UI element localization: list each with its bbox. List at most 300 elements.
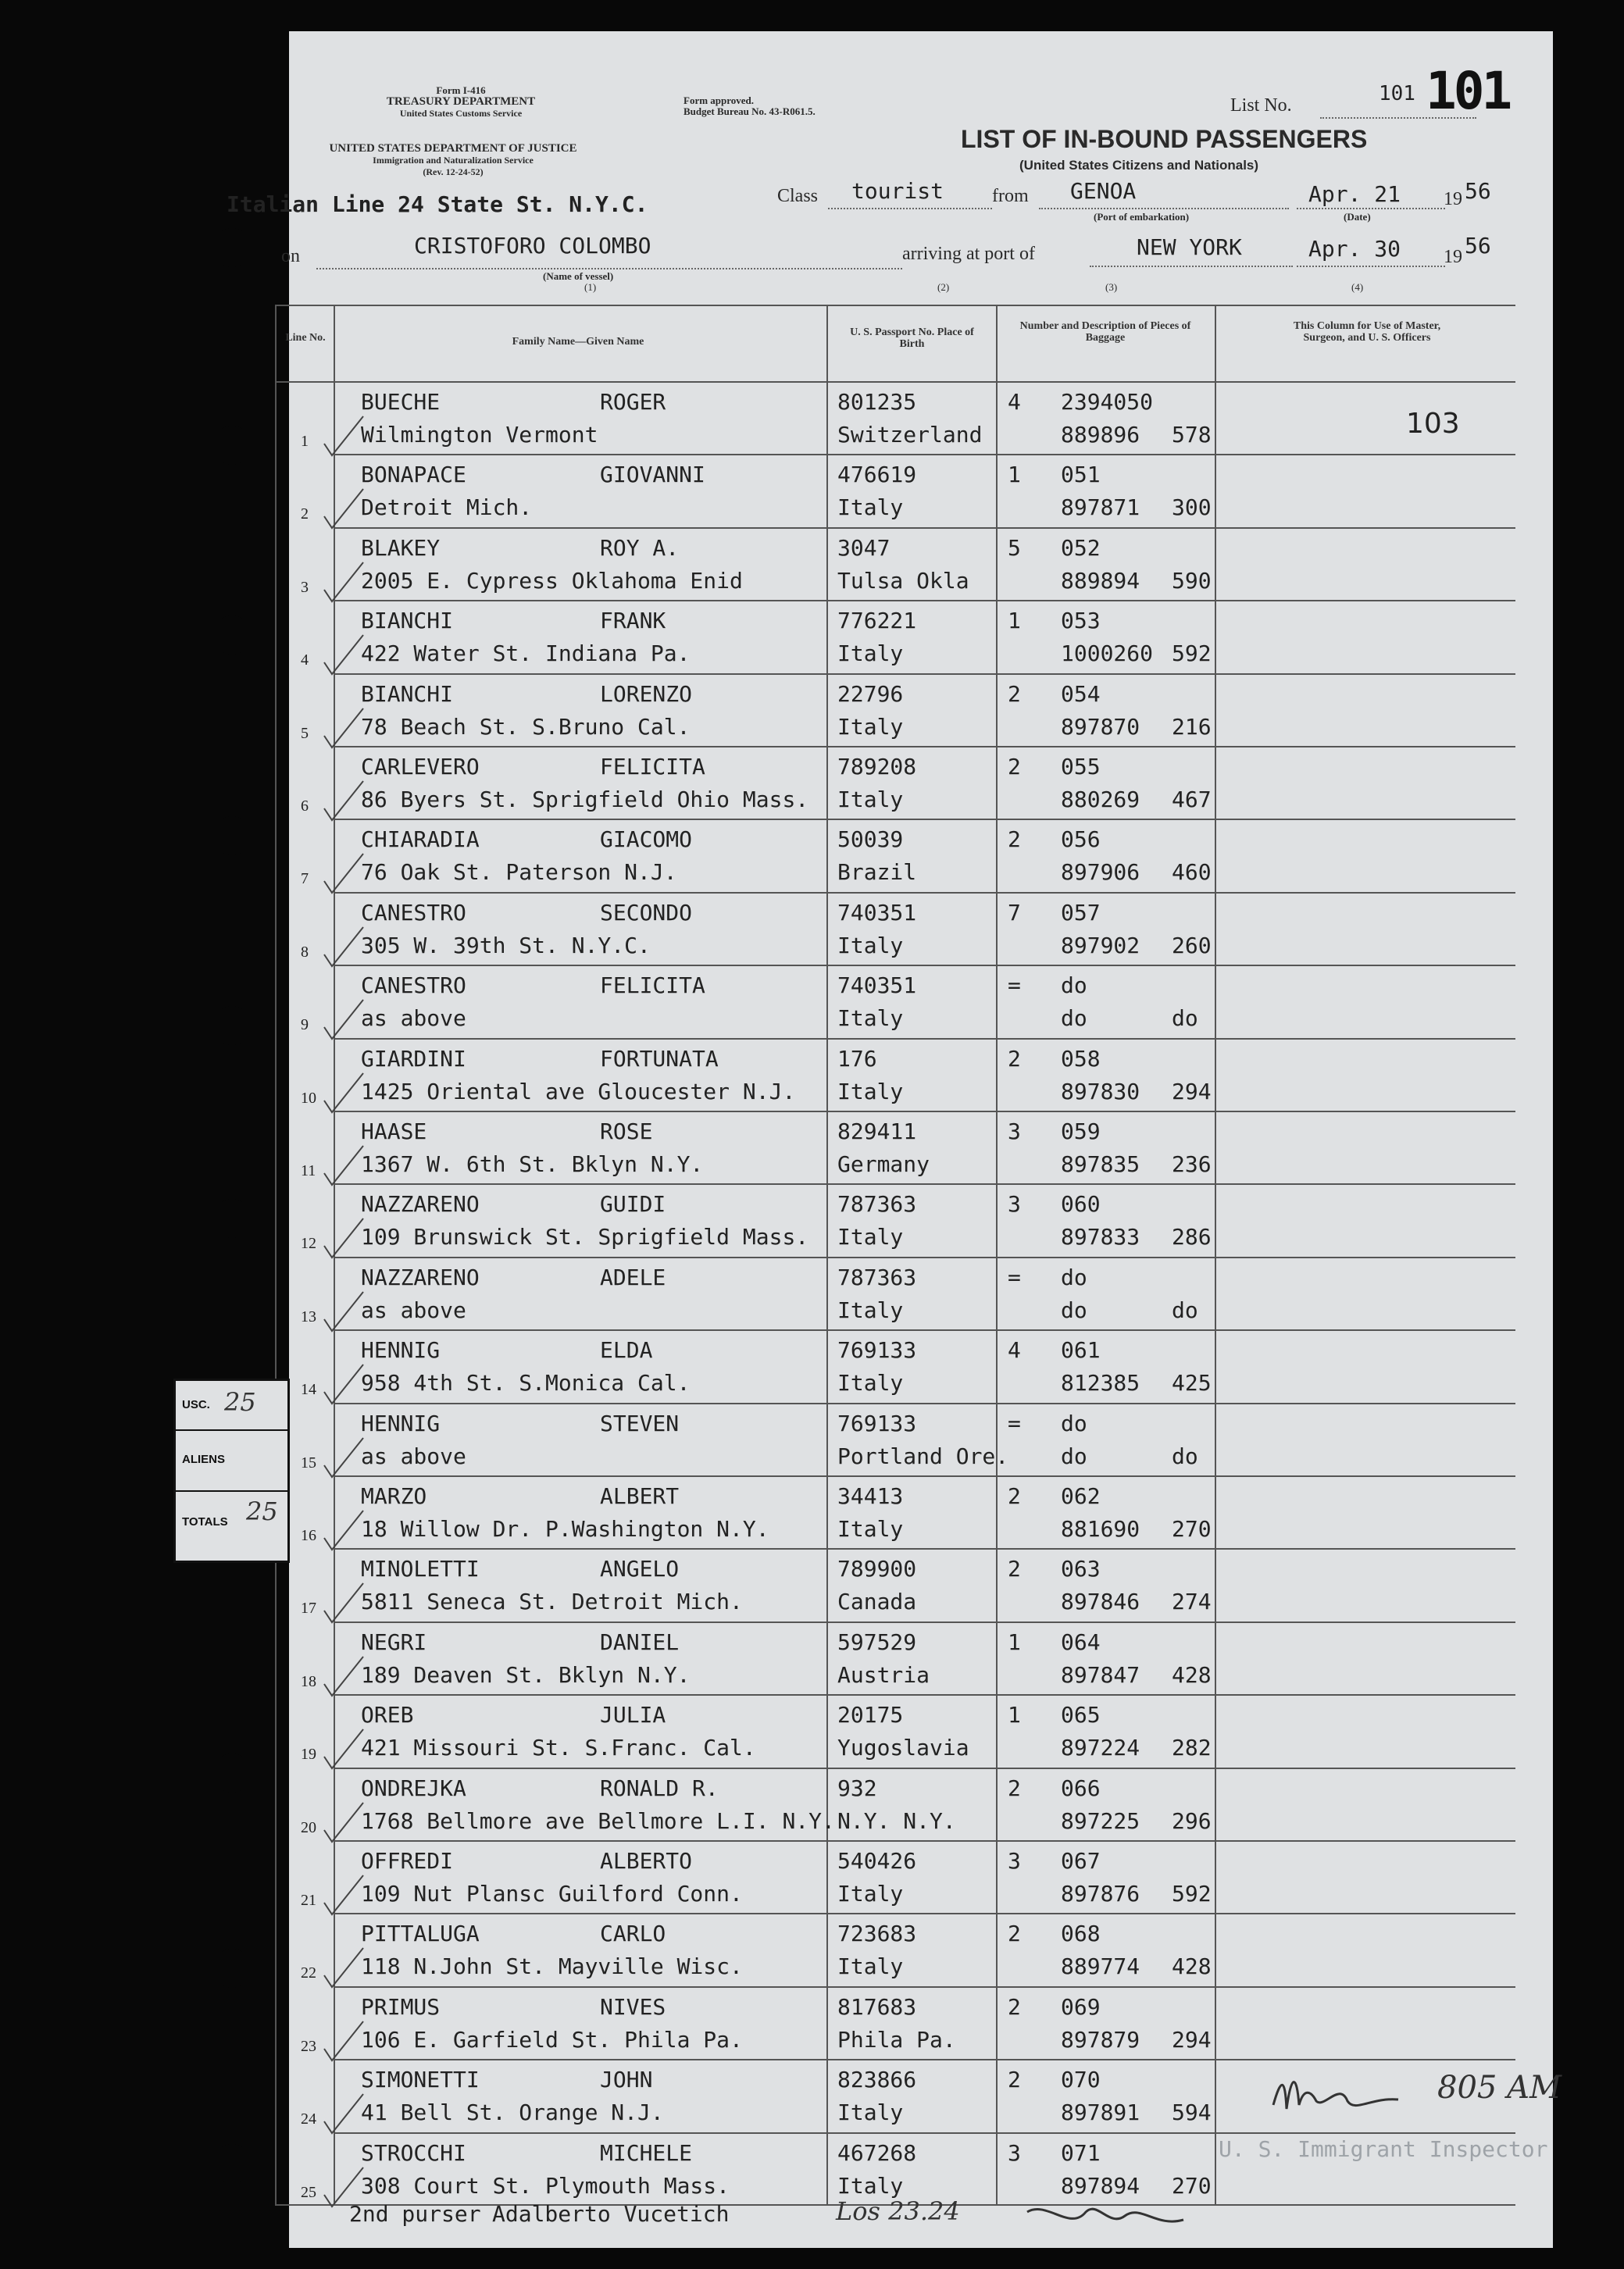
family-name: STROCCHI [361, 2139, 466, 2166]
family-name: HAASE [361, 1118, 427, 1144]
row-divider [334, 1475, 1515, 1477]
passport-number: 932 [837, 1775, 877, 1801]
baggage-tag: 897871 [1061, 494, 1140, 521]
form-header-left [344, 84, 578, 120]
place-of-birth: Brazil [837, 859, 917, 886]
given-name: GIACOMO [600, 826, 693, 853]
place-of-birth: Austria [837, 1661, 930, 1688]
totals-stamp [173, 1379, 290, 1563]
bottom-signature [1023, 2196, 1187, 2239]
place-of-birth: Italy [837, 1224, 904, 1250]
class-label: Class [777, 186, 819, 206]
given-name: MICHELE [600, 2139, 693, 2166]
column-number-3: (3) [1105, 281, 1118, 293]
baggage-tag: do [1061, 1297, 1087, 1323]
line-number: 23 [301, 2037, 316, 2055]
baggage-tag: 897830 [1061, 1078, 1140, 1104]
inspector-stamp: U. S. Immigrant Inspector [1219, 2136, 1548, 2162]
header-officers: This Column for Use of Master, Surgeon, and U. S. Officers [1293, 320, 1441, 344]
totals-value: 25 [246, 1497, 278, 1526]
baggage-tag: do [1061, 1005, 1087, 1032]
arrival-port: NEW YORK [1137, 234, 1242, 260]
justice-department: UNITED STATES DEPARTMENT OF JUSTICE [329, 142, 577, 155]
baggage-tag: 897870 [1061, 713, 1140, 740]
home-address: 1425 Oriental ave Gloucester N.J. [361, 1078, 796, 1104]
baggage-pieces: 2 [1008, 1775, 1021, 1801]
class-value: tourist [851, 178, 944, 204]
punch-hole [212, 615, 252, 655]
baggage-tag: 897846 [1061, 1589, 1140, 1615]
header-name: Family Name—Given Name [512, 336, 644, 348]
line-number: 1 [301, 433, 309, 450]
row-divider [334, 2132, 1515, 2134]
family-name: CARLEVERO [361, 754, 480, 780]
given-name: ALBERT [600, 1483, 680, 1509]
place-of-birth: Phila Pa. [837, 2026, 956, 2053]
family-name: NEGRI [361, 1629, 427, 1655]
passport-number: 50039 [837, 826, 904, 853]
baggage-number: 070 [1061, 2067, 1101, 2093]
family-name: BIANCHI [361, 680, 454, 707]
place-of-birth: Italy [837, 1953, 904, 1980]
row-divider [334, 1840, 1515, 1842]
baggage-tag: 889894 [1061, 567, 1140, 594]
family-name: OFFREDI [361, 1848, 454, 1874]
passport-number: 769133 [837, 1410, 917, 1436]
form-approval [684, 95, 816, 117]
baggage-number: 067 [1061, 1848, 1101, 1874]
punch-hole [212, 816, 252, 855]
row-divider [334, 1621, 1515, 1623]
given-name: JULIA [600, 1702, 666, 1729]
family-name: CANESTRO [361, 899, 466, 926]
baggage-pieces: 7 [1008, 899, 1021, 926]
baggage-weight: 428 [1172, 1661, 1212, 1688]
line-number: 3 [301, 578, 309, 596]
form-header-justice [266, 143, 641, 178]
baggage-number: 063 [1061, 1556, 1101, 1582]
year-prefix: 19 [1444, 189, 1462, 209]
passport-number: 3047 [837, 534, 891, 561]
punch-hole [212, 1949, 252, 1988]
place-of-birth: Germany [837, 1151, 930, 1177]
passport-number: 817683 [837, 1993, 917, 2020]
inspector-signature [1269, 2070, 1402, 2126]
baggage-number: 068 [1061, 1921, 1101, 1947]
baggage-weight: 594 [1172, 2100, 1212, 2126]
column-number-1: (1) [584, 281, 597, 293]
baggage-number: do [1061, 1410, 1087, 1436]
baggage-tag: 897225 [1061, 1807, 1140, 1834]
line-number: 2 [301, 505, 309, 523]
baggage-tag: 889896 [1061, 422, 1140, 448]
given-name: GUIDI [600, 1191, 666, 1218]
given-name: ROSE [600, 1118, 653, 1144]
punch-hole [212, 228, 252, 267]
bottom-scribble: Los 23.24 [836, 2196, 960, 2226]
passport-number: 787363 [837, 1264, 917, 1290]
punch-hole [212, 1199, 252, 1238]
baggage-tag: 897876 [1061, 1881, 1140, 1907]
header-baggage: Number and Description of Pieces of Baggage [1019, 320, 1191, 344]
line-number: 15 [301, 1454, 316, 1472]
baggage-weight: 236 [1172, 1151, 1212, 1177]
passport-number: 597529 [837, 1629, 917, 1655]
purser-title: 2nd purser [349, 2201, 481, 2227]
given-name: FELICITA [600, 754, 705, 780]
baggage-pieces: 2 [1008, 680, 1021, 707]
given-name: NIVES [600, 1993, 666, 2020]
baggage-weight: 286 [1172, 1224, 1212, 1250]
place-of-birth: Italy [837, 1005, 904, 1032]
baggage-weight: 300 [1172, 494, 1212, 521]
passport-number: 740351 [837, 899, 917, 926]
embarkation-port: GENOA [1070, 178, 1137, 204]
line-number: 5 [301, 724, 309, 742]
family-name: HENNIG [361, 1337, 441, 1364]
usc-label: USC. [182, 1398, 210, 1411]
home-address: 76 Oak St. Paterson N.J. [361, 859, 677, 886]
family-name: GIARDINI [361, 1045, 466, 1072]
given-name: STEVEN [600, 1410, 680, 1436]
baggage-pieces: 4 [1008, 389, 1021, 415]
form-number: Form I-416 [436, 84, 486, 96]
passport-number: 789208 [837, 754, 917, 780]
given-name: ROGER [600, 389, 666, 415]
baggage-weight: 425 [1172, 1370, 1212, 1397]
line-number: 20 [301, 1818, 316, 1836]
family-name: NAZZARENO [361, 1191, 480, 1218]
baggage-pieces: 2 [1008, 1921, 1021, 1947]
row-divider [334, 1329, 1515, 1331]
family-name: MARZO [361, 1483, 427, 1509]
line-number: 11 [301, 1162, 316, 1179]
home-address: 1768 Bellmore ave Bellmore L.I. N.Y. [361, 1807, 835, 1834]
baggage-weight: 460 [1172, 859, 1212, 886]
row-divider [334, 1038, 1515, 1040]
baggage-tag: 897835 [1061, 1151, 1140, 1177]
arrival-year: 56 [1465, 233, 1491, 259]
baggage-tag: 897891 [1061, 2100, 1140, 2126]
from-label: from [992, 186, 1029, 206]
home-address: 305 W. 39th St. N.Y.C. [361, 932, 651, 958]
given-name: GIOVANNI [600, 462, 705, 488]
passport-number: 789900 [837, 1556, 917, 1582]
row-divider [334, 1768, 1515, 1769]
baggage-pieces: 2 [1008, 1993, 1021, 2020]
baggage-weight: 294 [1172, 2026, 1212, 2053]
row-divider [334, 819, 1515, 820]
given-name: ALBERTO [600, 1848, 693, 1874]
place-of-birth: Italy [837, 494, 904, 521]
place-of-birth: Italy [837, 2172, 904, 2199]
given-name: ANGELO [600, 1556, 680, 1582]
baggage-tag: 897894 [1061, 2172, 1140, 2199]
row-divider [334, 1986, 1515, 1988]
place-of-birth: Italy [837, 1370, 904, 1397]
baggage-weight: 578 [1172, 422, 1212, 448]
inspector-time: 805 AM [1437, 2070, 1562, 2106]
list-number-typed: 101 [1379, 82, 1415, 105]
place-of-birth: Italy [837, 1297, 904, 1323]
passport-number: 20175 [837, 1702, 904, 1729]
baggage-pieces: 1 [1008, 1702, 1021, 1729]
baggage-weight: 592 [1172, 1881, 1212, 1907]
baggage-pieces: 5 [1008, 534, 1021, 561]
baggage-weight: 260 [1172, 932, 1212, 958]
place-of-birth: Italy [837, 1078, 904, 1104]
row-divider [334, 1257, 1515, 1258]
aliens-label: ALIENS [182, 1453, 226, 1466]
baggage-tag: 897879 [1061, 2026, 1140, 2053]
baggage-weight: 282 [1172, 1735, 1212, 1761]
baggage-tag: 897902 [1061, 932, 1140, 958]
baggage-pieces: 3 [1008, 1848, 1021, 1874]
place-of-birth: Italy [837, 1516, 904, 1542]
baggage-weight: 216 [1172, 713, 1212, 740]
row-divider [334, 1913, 1515, 1914]
row-divider [334, 1403, 1515, 1404]
ins-service: Immigration and Naturalization Service [373, 155, 534, 166]
line-number: 14 [301, 1381, 316, 1399]
baggage-number: 054 [1061, 680, 1101, 707]
arriving-label: arriving at port of [902, 244, 1035, 264]
revision-date: (Rev. 12-24-52) [423, 166, 484, 177]
line-number: 8 [301, 943, 309, 961]
row-divider [334, 892, 1515, 894]
baggage-weight: 590 [1172, 567, 1212, 594]
given-name: ELDA [600, 1337, 653, 1364]
baggage-weight: 592 [1172, 640, 1212, 667]
line-number: 7 [301, 870, 309, 888]
baggage-number: 061 [1061, 1337, 1101, 1364]
baggage-pieces: 1 [1008, 608, 1021, 634]
passport-number: 801235 [837, 389, 917, 415]
baggage-pieces: 2 [1008, 2067, 1021, 2093]
baggage-number: 065 [1061, 1702, 1101, 1729]
family-name: OREB [361, 1702, 414, 1729]
list-label: List No. [1230, 95, 1292, 116]
given-name: FORTUNATA [600, 1045, 719, 1072]
given-name: FELICITA [600, 972, 705, 999]
punch-hole [212, 426, 252, 465]
home-address: Detroit Mich. [361, 494, 533, 521]
arrival-date: Apr. 30 [1308, 236, 1401, 262]
line-number: 12 [301, 1235, 316, 1253]
baggage-number: 071 [1061, 2139, 1101, 2166]
column-number-2: (2) [937, 281, 950, 293]
row-divider [334, 454, 1515, 455]
baggage-weight: 270 [1172, 2172, 1212, 2199]
given-name: CARLO [600, 1921, 666, 1947]
baggage-pieces: 2 [1008, 1556, 1021, 1582]
given-name: DANIEL [600, 1629, 680, 1655]
date-note: (Date) [1344, 211, 1371, 223]
baggage-number: 062 [1061, 1483, 1101, 1509]
place-of-birth: Italy [837, 640, 904, 667]
row-divider [334, 2059, 1515, 2060]
passport-number: 176 [837, 1045, 877, 1072]
given-name: SECONDO [600, 899, 693, 926]
row-divider [334, 673, 1515, 675]
baggage-number: 2394050 [1061, 389, 1154, 415]
budget-bureau: Budget Bureau No. 43-R061.5. [684, 105, 816, 117]
punch-hole [212, 2144, 252, 2183]
embarkation-year: 56 [1465, 178, 1491, 204]
punch-hole [212, 1753, 252, 1793]
form-title: LIST OF IN-BOUND PASSENGERS [961, 125, 1368, 153]
baggage-pieces: = [1008, 972, 1021, 999]
baggage-pieces: 2 [1008, 826, 1021, 853]
baggage-pieces: 3 [1008, 1191, 1021, 1218]
baggage-number: do [1061, 972, 1087, 999]
family-name: BONAPACE [361, 462, 466, 488]
place-of-birth: Portland Ore. [837, 1443, 1009, 1469]
place-of-birth: Canada [837, 1589, 917, 1615]
family-name: PITTALUGA [361, 1921, 480, 1947]
baggage-number: 055 [1061, 754, 1101, 780]
form-approved: Form approved. [684, 95, 755, 106]
baggage-pieces: 2 [1008, 1483, 1021, 1509]
header-passport: U. S. Passport No. Place of Birth [850, 326, 974, 350]
family-name: MINOLETTI [361, 1556, 480, 1582]
baggage-tag: do [1061, 1443, 1087, 1469]
purser-name: Adalberto Vucetich [492, 2201, 730, 2227]
home-address: as above [361, 1443, 466, 1469]
given-name: RONALD R. [600, 1775, 719, 1801]
baggage-weight: 467 [1172, 787, 1212, 812]
place-of-birth: Yugoslavia [837, 1735, 969, 1761]
baggage-weight: 294 [1172, 1078, 1212, 1104]
baggage-number: 053 [1061, 608, 1101, 634]
manifest-page [289, 31, 1553, 2248]
on-label: on [281, 246, 300, 266]
baggage-pieces: 3 [1008, 1118, 1021, 1144]
home-address: 78 Beach St. S.Bruno Cal. [361, 713, 691, 740]
place-of-birth: Italy [837, 2100, 904, 2126]
passport-number: 467268 [837, 2139, 917, 2166]
home-address: as above [361, 1005, 466, 1032]
row-divider [334, 527, 1515, 529]
home-address: 86 Byers St. Sprigfield Ohio Mass. [361, 787, 809, 812]
baggage-tag: 881690 [1061, 1516, 1140, 1542]
baggage-number: 056 [1061, 826, 1101, 853]
home-address: 118 N.John St. Mayville Wisc. [361, 1953, 743, 1980]
row-divider [334, 746, 1515, 747]
line-number: 17 [301, 1600, 316, 1618]
baggage-tag: 897833 [1061, 1224, 1140, 1250]
line-number: 10 [301, 1089, 316, 1107]
line-number: 13 [301, 1308, 316, 1325]
baggage-number: 052 [1061, 534, 1101, 561]
baggage-number: 064 [1061, 1629, 1101, 1655]
baggage-pieces: = [1008, 1264, 1021, 1290]
home-address: 109 Brunswick St. Sprigfield Mass. [361, 1224, 809, 1250]
passport-number: 829411 [837, 1118, 917, 1144]
line-number: 25 [301, 2183, 316, 2201]
baggage-number: 069 [1061, 1993, 1101, 2020]
family-name: ONDREJKA [361, 1775, 466, 1801]
passport-number: 769133 [837, 1337, 917, 1364]
family-name: CANESTRO [361, 972, 466, 999]
baggage-tag: 812385 [1061, 1370, 1140, 1397]
passport-number: 740351 [837, 972, 917, 999]
family-name: BUECHE [361, 389, 441, 415]
home-address: 18 Willow Dr. P.Washington N.Y. [361, 1516, 769, 1542]
baggage-weight: 296 [1172, 1807, 1212, 1834]
home-address: 189 Deaven St. Bklyn N.Y. [361, 1661, 691, 1688]
home-address: 2005 E. Cypress Oklahoma Enid [361, 567, 743, 594]
home-address: 958 4th St. S.Monica Cal. [361, 1370, 691, 1397]
passport-number: 723683 [837, 1921, 917, 1947]
place-of-birth: N.Y. N.Y. [837, 1807, 956, 1834]
baggage-tag: 1000260 [1061, 640, 1154, 667]
passport-number: 776221 [837, 608, 917, 634]
year-prefix: 19 [1444, 247, 1462, 267]
home-address: 109 Nut Plansc Guilford Conn. [361, 1881, 743, 1907]
baggage-weight: 274 [1172, 1589, 1212, 1615]
family-name: CHIARADIA [361, 826, 480, 853]
line-number: 21 [301, 1892, 316, 1909]
baggage-number: 058 [1061, 1045, 1101, 1072]
given-name: ADELE [600, 1264, 666, 1290]
line-number: 16 [301, 1527, 316, 1544]
passport-number: 22796 [837, 680, 904, 707]
embarkation-note: (Port of embarkation) [1094, 211, 1190, 223]
home-address: Wilmington Vermont [361, 422, 598, 448]
home-address: 106 E. Garfield St. Phila Pa. [361, 2026, 743, 2053]
baggage-pieces: 2 [1008, 754, 1021, 780]
list-number-stamp: 101 [1426, 61, 1510, 121]
baggage-tag: 897906 [1061, 859, 1140, 886]
given-name: ROY A. [600, 534, 680, 561]
home-address: 421 Missouri St. S.Franc. Cal. [361, 1735, 756, 1761]
column-number-4: (4) [1351, 281, 1364, 293]
home-address: 308 Court St. Plymouth Mass. [361, 2172, 730, 2199]
treasury-department: TREASURY DEPARTMENT [386, 95, 536, 108]
row-divider [334, 965, 1515, 966]
baggage-pieces: 1 [1008, 1629, 1021, 1655]
line-number: 22 [301, 1964, 316, 1982]
baggage-pieces: = [1008, 1410, 1021, 1436]
home-address: 422 Water St. Indiana Pa. [361, 640, 691, 667]
vessel-name: CRISTOFORO COLOMBO [414, 233, 651, 259]
given-name: LORENZO [600, 680, 693, 707]
passport-number: 540426 [837, 1848, 917, 1874]
home-address: 1367 W. 6th St. Bklyn N.Y. [361, 1151, 704, 1177]
baggage-number: 051 [1061, 462, 1101, 488]
baggage-tag: 897224 [1061, 1735, 1140, 1761]
line-number: 24 [301, 2110, 316, 2128]
officer-number: 103 [1406, 408, 1460, 440]
passport-number: 476619 [837, 462, 917, 488]
family-name: HENNIG [361, 1410, 441, 1436]
baggage-weight: do [1172, 1005, 1198, 1032]
baggage-pieces: 2 [1008, 1045, 1021, 1072]
baggage-pieces: 3 [1008, 2139, 1021, 2166]
row-divider [334, 1694, 1515, 1696]
row-divider [334, 1548, 1515, 1550]
place-of-birth: Italy [837, 932, 904, 958]
home-address: 5811 Seneca St. Detroit Mich. [361, 1589, 743, 1615]
baggage-tag: 889774 [1061, 1953, 1140, 1980]
baggage-weight: 270 [1172, 1516, 1212, 1542]
passport-number: 787363 [837, 1191, 917, 1218]
totals-label: TOTALS [182, 1515, 228, 1529]
line-number: 4 [301, 651, 309, 669]
shipping-line: Italian Line 24 State St. N.Y.C. [227, 191, 648, 217]
baggage-weight: 428 [1172, 1953, 1212, 1980]
